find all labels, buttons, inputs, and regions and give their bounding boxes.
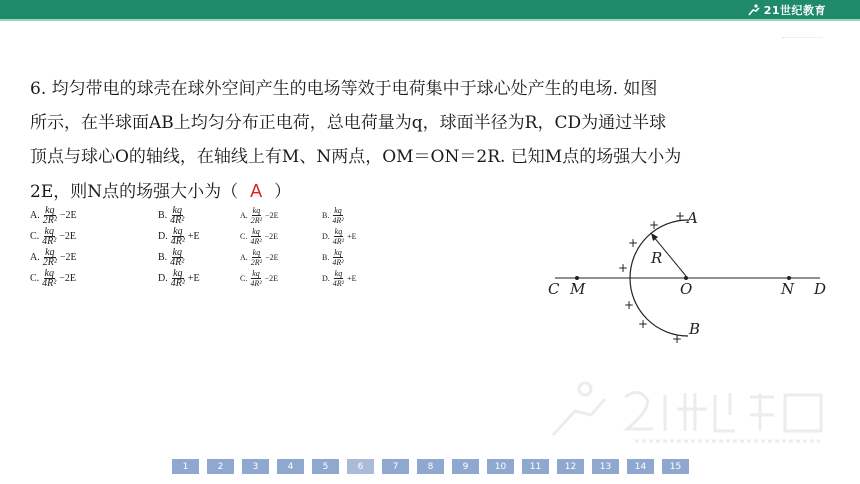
option-fraction <box>332 248 343 267</box>
page-button-7[interactable]: 7 <box>382 459 409 474</box>
fraction-denominator: 2R² <box>250 258 263 267</box>
option-item[interactable] <box>322 269 356 288</box>
option-item[interactable] <box>158 227 200 246</box>
option-item[interactable] <box>322 206 347 225</box>
option-tail: −2E <box>59 252 77 263</box>
page-button-8[interactable]: 8 <box>417 459 444 474</box>
fraction-numerator: kq <box>334 248 342 257</box>
option-letter: C. <box>240 232 248 241</box>
answer-mark: A <box>250 181 263 201</box>
option-letter: B. <box>322 253 330 262</box>
option-tail: −2E <box>265 253 279 262</box>
option-item[interactable] <box>30 248 77 267</box>
plus-sign: + <box>628 236 639 250</box>
option-letter: D. <box>158 231 168 242</box>
option-letter: A. <box>240 211 248 220</box>
option-fraction <box>251 206 262 225</box>
option-row <box>30 227 370 248</box>
fraction-numerator: kq <box>252 269 260 278</box>
fraction-numerator: kq <box>44 226 54 237</box>
option-letter: C. <box>240 274 248 283</box>
option-item[interactable] <box>240 248 278 267</box>
option-letter: B. <box>158 252 168 263</box>
page-button-2[interactable]: 2 <box>207 459 234 474</box>
page-button-11[interactable]: 11 <box>522 459 549 474</box>
option-fraction <box>170 248 184 267</box>
question-line-4-text: 2E，则N点的场强大小为（ <box>30 182 239 202</box>
page-button-10[interactable]: 10 <box>487 459 514 474</box>
option-item[interactable] <box>30 206 77 225</box>
radius-arrowhead <box>651 233 658 241</box>
option-tail: −2E <box>264 232 279 241</box>
options-block <box>30 206 370 290</box>
option-tail: +E <box>187 231 200 242</box>
fraction-denominator: 4R² <box>332 279 345 288</box>
option-item[interactable] <box>158 206 187 225</box>
question-close-paren: ） <box>274 182 292 202</box>
page-button-3[interactable]: 3 <box>242 459 269 474</box>
option-letter: B. <box>158 210 168 221</box>
option-tail: +E <box>347 274 357 283</box>
brand-divider <box>782 37 822 42</box>
option-fraction <box>43 206 57 225</box>
option-fraction <box>332 206 343 225</box>
option-letter: B. <box>322 211 330 220</box>
header-bar <box>0 0 860 19</box>
watermark-logo <box>545 375 835 450</box>
page-button-13[interactable]: 13 <box>592 459 619 474</box>
fraction-numerator: kq <box>252 206 261 215</box>
option-tail: +E <box>187 273 200 284</box>
option-item[interactable] <box>240 269 278 288</box>
plus-sign: + <box>672 332 683 346</box>
header-accent-line <box>0 19 860 21</box>
page-navigation <box>172 459 689 474</box>
fraction-numerator: kq <box>252 248 261 257</box>
brand-logo <box>747 3 826 17</box>
plus-sign: + <box>649 218 660 232</box>
option-letter: A. <box>30 210 40 221</box>
fraction-numerator: kq <box>45 205 55 216</box>
fraction-numerator: kq <box>44 268 54 279</box>
fraction-numerator: kq <box>173 268 183 279</box>
fraction-numerator: kq <box>334 206 342 215</box>
option-item[interactable] <box>158 248 187 267</box>
question-text <box>30 72 830 209</box>
fraction-denominator: 2R² <box>250 216 263 225</box>
brand-name: 21世纪教育 <box>763 4 826 17</box>
option-letter: D. <box>322 274 330 283</box>
option-item[interactable] <box>322 227 356 246</box>
fraction-numerator: kq <box>172 205 182 216</box>
option-item[interactable] <box>158 269 200 288</box>
page-button-12[interactable]: 12 <box>557 459 584 474</box>
hemisphere-diagram <box>540 200 840 350</box>
fraction-denominator: 2R² <box>42 257 57 268</box>
option-tail: +E <box>347 232 357 241</box>
plus-sign: + <box>638 317 649 331</box>
option-fraction <box>333 269 344 288</box>
label-r: R <box>651 249 663 267</box>
option-letter: C. <box>30 273 40 284</box>
option-item[interactable] <box>240 206 278 225</box>
page-button-1[interactable]: 1 <box>172 459 199 474</box>
fraction-numerator: kq <box>334 227 343 236</box>
label-a: A <box>687 209 698 227</box>
option-fraction <box>42 227 56 246</box>
question-line-2: 所示，在半球面AB上均匀分布正电荷，总电荷量为q，球面半径为R，CD为通过半球 <box>30 113 667 133</box>
fraction-numerator: kq <box>334 269 343 278</box>
page-button-4[interactable]: 4 <box>277 459 304 474</box>
option-row <box>30 269 370 290</box>
runner-logo-icon <box>747 4 761 16</box>
option-fraction <box>170 206 184 225</box>
option-fraction <box>171 269 185 288</box>
option-letter: D. <box>322 232 330 241</box>
fraction-denominator: 4R² <box>42 236 57 247</box>
option-letter: A. <box>30 252 40 263</box>
fraction-denominator: 4R² <box>332 258 344 267</box>
fraction-numerator: kq <box>252 227 260 236</box>
label-c: C <box>548 280 560 298</box>
fraction-denominator: 4R² <box>250 279 262 288</box>
option-row <box>30 248 370 269</box>
fraction-denominator: 2R² <box>42 215 57 226</box>
fraction-numerator: kq <box>172 247 182 258</box>
label-d: D <box>814 280 827 298</box>
option-item[interactable] <box>30 269 76 288</box>
fraction-denominator: 4R² <box>332 237 345 246</box>
option-tail: −2E <box>264 274 279 283</box>
label-m: M <box>570 280 586 298</box>
option-fraction <box>250 269 261 288</box>
page-button-15[interactable]: 15 <box>662 459 689 474</box>
label-n: N <box>781 280 795 298</box>
option-tail: −2E <box>59 210 77 221</box>
question-line-3: 顶点与球心O的轴线，在轴线上有M、N两点，OM＝ON＝2R. 已知M点的场强大小为 <box>30 147 682 167</box>
fraction-numerator: kq <box>173 226 183 237</box>
page-button-6[interactable]: 6 <box>347 459 374 474</box>
option-tail: −2E <box>265 211 279 220</box>
option-letter: C. <box>30 231 40 242</box>
option-fraction <box>43 248 57 267</box>
fraction-denominator: 4R² <box>170 215 185 226</box>
option-item[interactable] <box>322 248 347 267</box>
option-letter: A. <box>240 253 248 262</box>
fraction-denominator: 4R² <box>332 216 344 225</box>
page-button-5[interactable]: 5 <box>312 459 339 474</box>
fraction-numerator: kq <box>45 247 55 258</box>
fraction-denominator: 4R² <box>250 237 262 246</box>
question-line-1: 6. 均匀带电的球壳在球外空间产生的电场等效于电荷集中于球心处产生的电场. 如图 <box>30 79 658 99</box>
option-fraction <box>250 227 261 246</box>
label-o: O <box>680 280 693 298</box>
option-fraction <box>42 269 56 288</box>
fraction-denominator: 4R² <box>170 236 185 247</box>
option-item[interactable] <box>30 227 76 246</box>
option-row <box>30 206 370 227</box>
option-tail: −2E <box>59 231 77 242</box>
fraction-denominator: 4R² <box>170 278 185 289</box>
fraction-denominator: 4R² <box>42 278 57 289</box>
plus-sign: + <box>675 209 686 223</box>
page-button-9[interactable]: 9 <box>452 459 479 474</box>
option-fraction <box>251 248 262 267</box>
option-fraction <box>333 227 344 246</box>
label-b: B <box>689 320 701 338</box>
plus-sign: + <box>618 261 629 275</box>
page-button-14[interactable]: 14 <box>627 459 654 474</box>
option-letter: D. <box>158 273 168 284</box>
option-item[interactable] <box>240 227 278 246</box>
plus-sign: + <box>624 298 635 312</box>
fraction-denominator: 4R² <box>170 257 185 268</box>
option-fraction <box>171 227 185 246</box>
option-tail: −2E <box>59 273 77 284</box>
